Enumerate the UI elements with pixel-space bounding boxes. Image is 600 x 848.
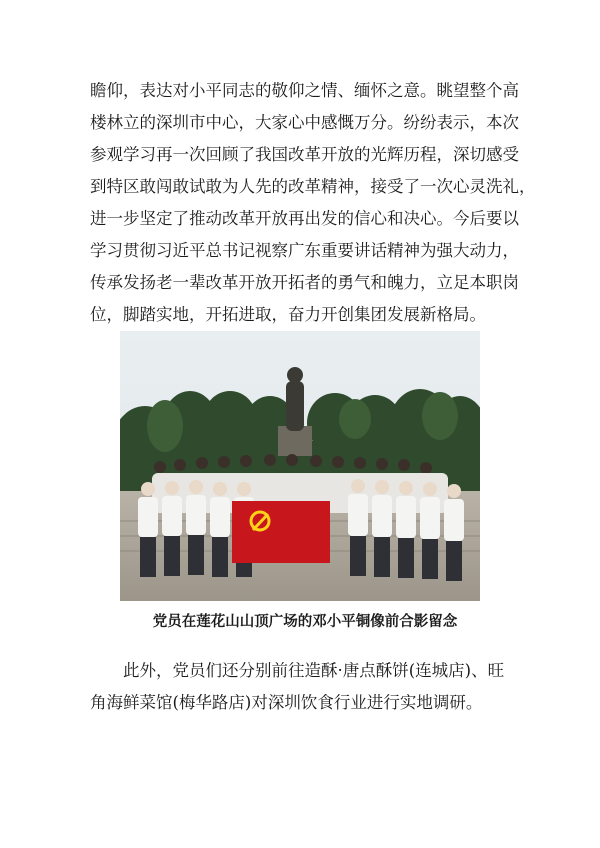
paragraph-line: 传承发扬老一辈改革开放开拓者的勇气和魄力，立足本职岗 — [90, 273, 519, 292]
paragraph-line: 进一步坚定了推动改革开放再出发的信心和决心。今后要以 — [90, 209, 519, 228]
photo-caption: 党员在莲花山山顶广场的邓小平铜像前合影留念 — [152, 614, 458, 630]
group-photo — [120, 331, 480, 601]
paragraph-line: 到特区敢闯敢试敢为人先的改革精神，接受了一次心灵洗礼， — [90, 177, 536, 196]
paragraph-line: 位，脚踏实地，开拓进取，奋力开创集团发展新格局。 — [90, 305, 486, 324]
paragraph-line: 角海鲜菜馆(梅华路店)对深圳饮食行业进行实地调研。 — [90, 693, 483, 712]
paragraph-line: 瞻仰，表达对小平同志的敬仰之情、缅怀之意。眺望整个高 — [90, 81, 519, 100]
paragraph-line: 此外，党员们还分别前往造酥·唐点酥饼(连城店)、旺 — [123, 661, 505, 680]
party-flag — [232, 501, 330, 563]
paragraph-line: 学习贯彻习近平总书记视察广东重要讲话精神为强大动力， — [90, 241, 519, 260]
body-paragraph-2 — [90, 655, 520, 719]
paragraph-line: 参观学习再一次回顾了我国改革开放的光辉历程，深切感受 — [90, 145, 519, 164]
group-photo-illustration — [120, 331, 480, 601]
body-paragraph-1 — [90, 75, 536, 331]
paragraph-line: 楼林立的深圳市中心，大家心中感慨万分。纷纷表示，本次 — [90, 113, 519, 132]
